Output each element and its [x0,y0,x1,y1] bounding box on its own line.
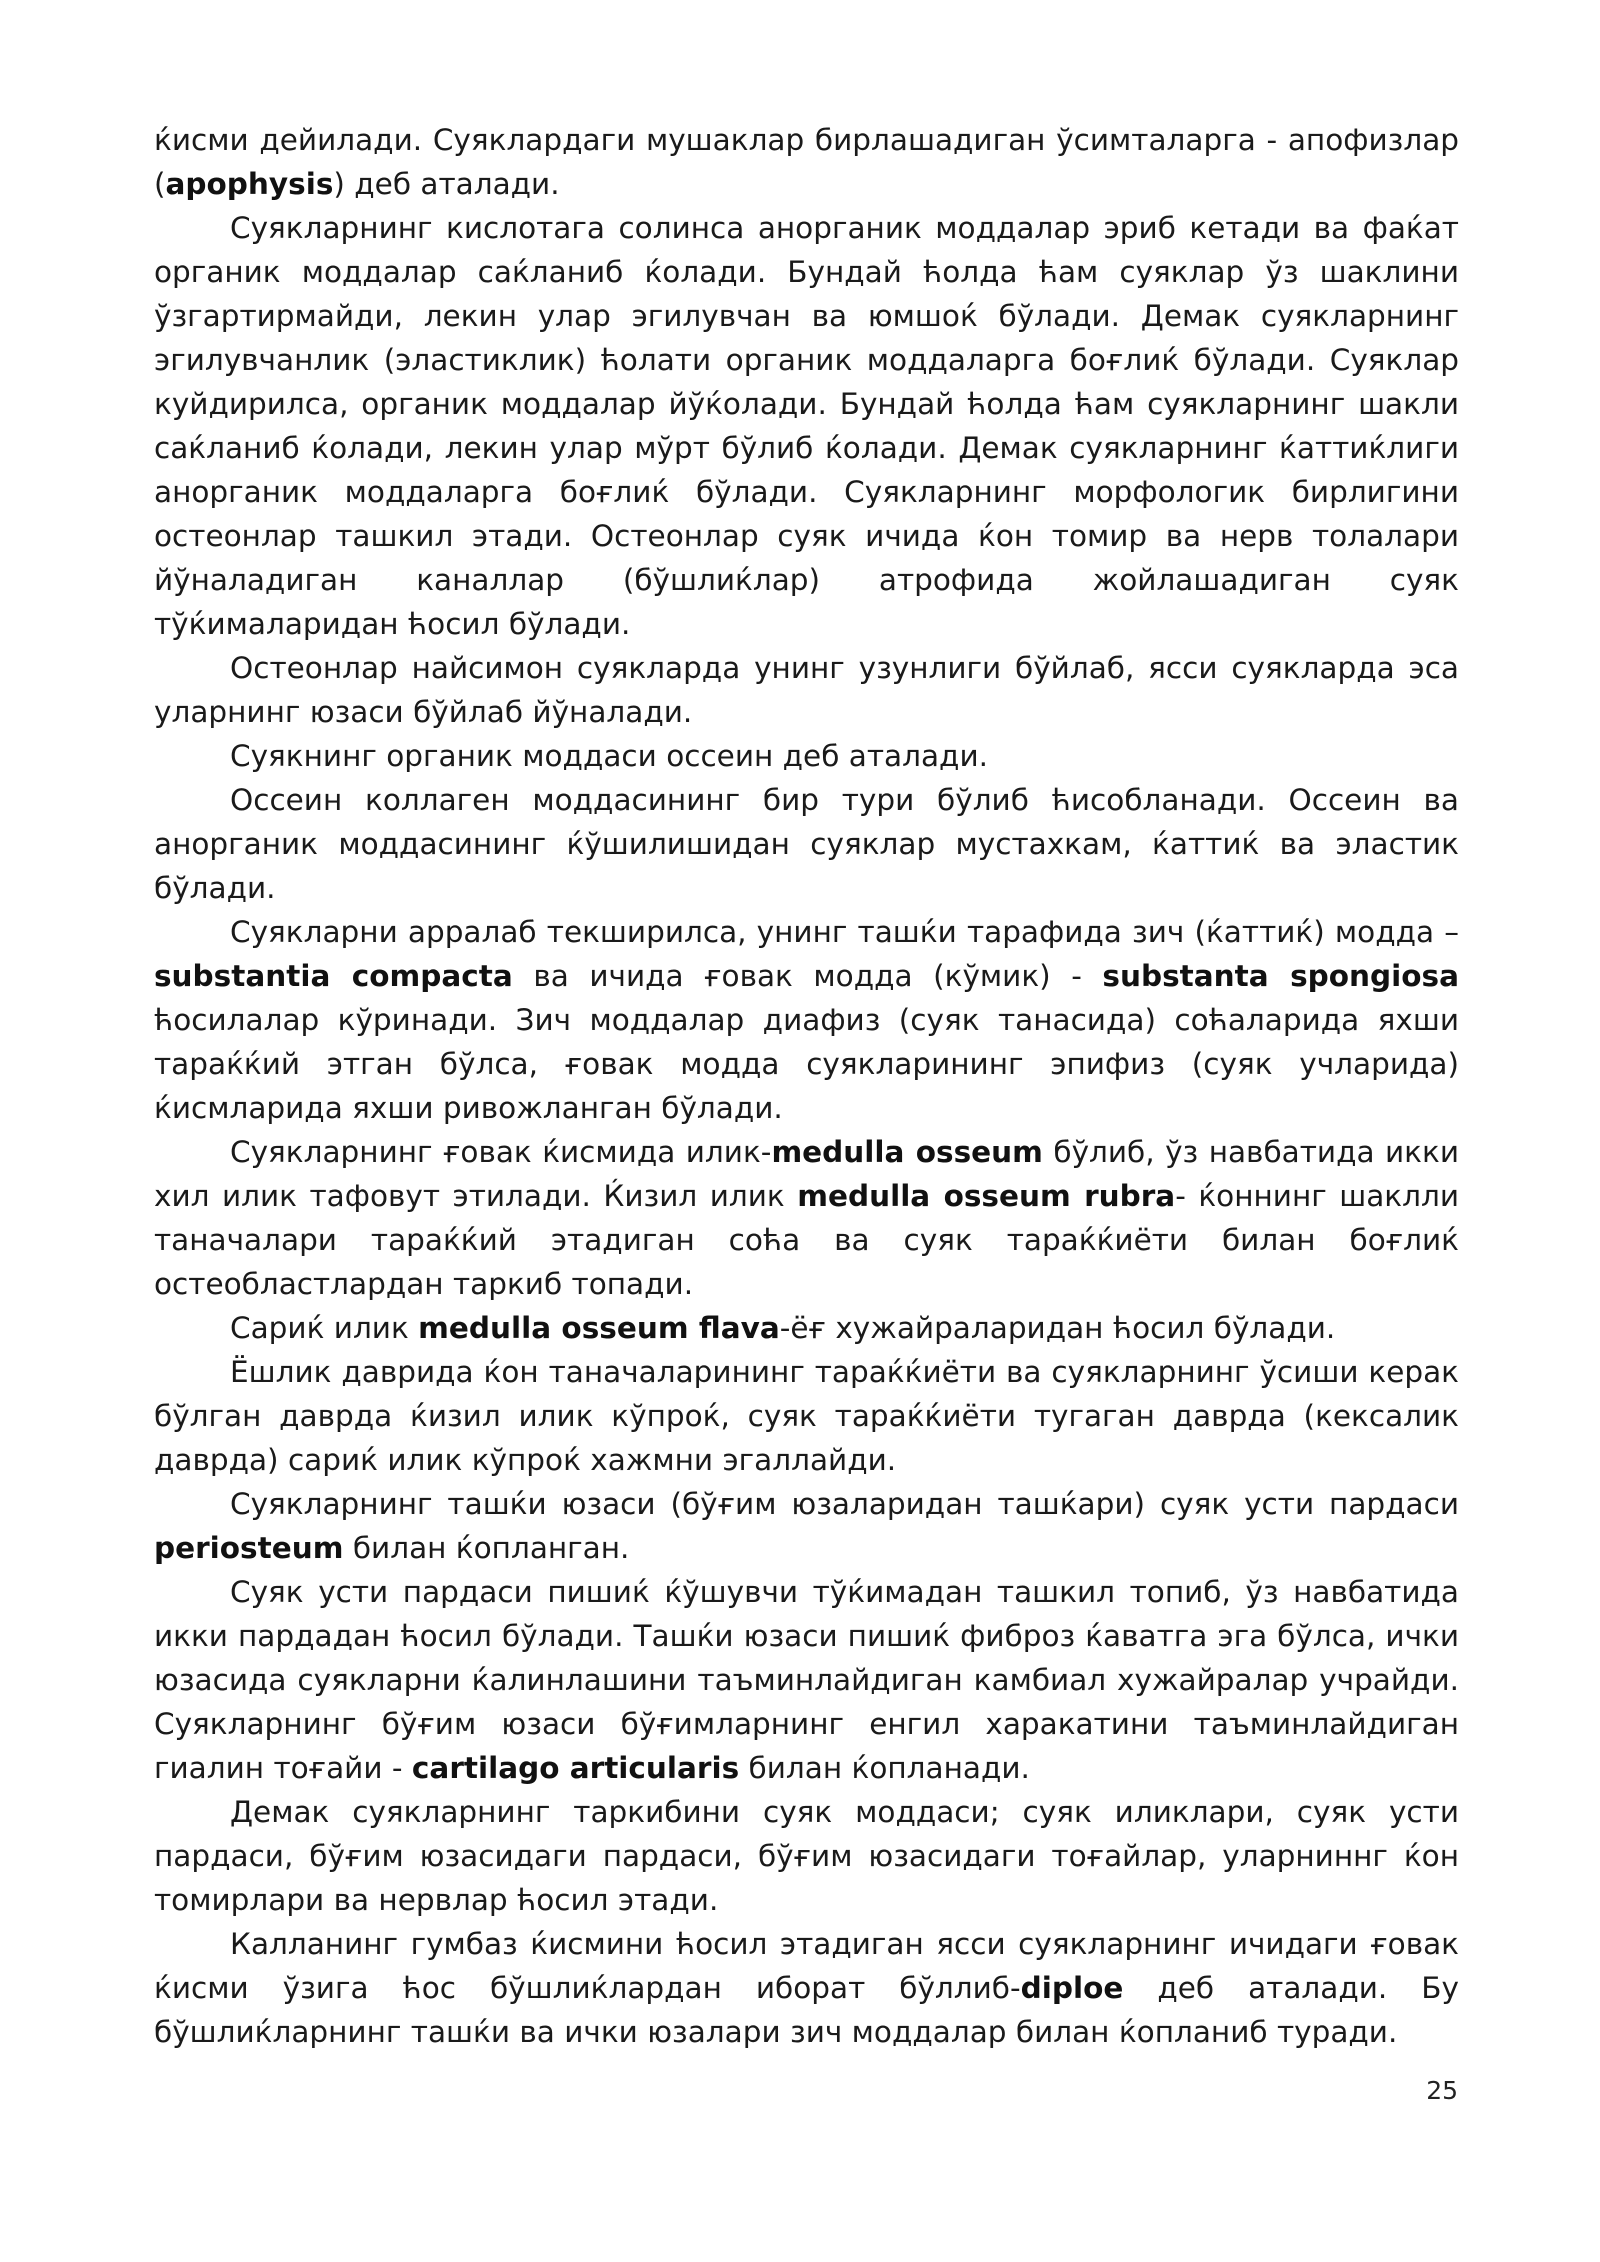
paragraph [154,1570,1459,1790]
text-segment: ) деб аталади. [333,167,560,201]
text-segment: Суякларнинг ғовак ќисмида илик- [230,1135,772,1169]
text-segment: деб аталади. Бу бўшлиќларнинг ташќи ва ички юзалари зич моддалар билан ќопланиб туради. [154,1971,1459,2049]
latin-term: medulla osseum [771,1135,1043,1169]
text-segment: Суякларнинг кислотага солинса анорганик моддалар эриб кетади ва фаќат органик моддалар саќланиб ќолади. Бундай ћолда ћам суяклар ўз шаклини ўзгартирмайди, лекин улар эгилувчан ва юмшоќ бўлади. Демак суякларнинг эгилувчанлик (эластиклик) ћолати органик моддаларга боғлиќ бўлади. Суяклар куйдирилса, органик моддалар йўќолади. Бундай ћолда ћам суякларнинг шакли саќланиб ќолади, лекин улар мўрт бўлиб ќолади. Демак суякларнинг ќаттиќлиги анорганик моддаларга боғлиќ бўлади. Суякларнинг морфологик бирлигини остеонлар ташкил этади. Остеонлар суяк ичида ќон томир ва нерв толалари йўналадиган каналлар (бўшлиќлар) атрофида жойлашадиган суяк тўќималаридан ћосил бўлади. [154,211,1459,641]
text-segment: -ёғ хужайраларидан ћосил бўлади. [779,1311,1336,1345]
paragraph [154,1130,1459,1306]
paragraph [154,910,1459,1130]
text-segment: Суякларни арралаб текширилса, унинг ташќи тарафида зич (ќаттиќ) модда – [230,915,1459,949]
text-segment: ћосилалар кўринади. Зич моддалар диафиз (суяк танасида) соћаларида яхши тараќќий этган бўлса, ғовак модда суякларининг эпифиз (суяк учларида) ќисмларида яхши ривожланган бўлади. [154,1003,1459,1125]
latin-term: diploe [1020,1971,1124,2005]
paragraph [154,206,1459,646]
text-segment: билан ќопланади. [739,1751,1030,1785]
text-segment: Оссеин коллаген моддасининг бир тури бўлиб ћисобланади. Оссеин ва анорганик моддасининг ќўшилишидан суяклар мустахкам, ќаттиќ ва эластик бўлади. [154,783,1459,905]
paragraph [154,1482,1459,1570]
paragraph [154,1922,1459,2054]
paragraph [154,646,1459,734]
text-segment: Остеонлар найсимон суякларда унинг узунлиги бўйлаб, ясси суякларда эса уларнинг юзаси бўйлаб йўналади. [154,651,1459,729]
paragraph [154,1790,1459,1922]
paragraph [154,1350,1459,1482]
text-segment: Сариќ илик [230,1311,419,1345]
text-segment: Суякнинг органик моддаси оссеин деб аталади. [230,739,988,773]
paragraph [154,734,1459,778]
text-segment: билан ќопланган. [343,1531,630,1565]
paragraph [154,778,1459,910]
text-segment: Калланинг гумбаз ќисмини ћосил этадиган ясси суякларнинг ичидаги ғовак ќисми ўзига ћос бўшлиќлардан иборат бўллиб- [154,1927,1459,2005]
latin-term: substanta spongiosa [1102,959,1459,993]
latin-term: medulla osseum flava [418,1311,780,1345]
text-segment: ќисми дейилади. Суяклардаги мушаклар бирлашадиган ўсимталарга - апофизлар ( [154,123,1459,201]
latin-term: substantia compacta [154,959,513,993]
latin-term: apophysis [165,167,334,201]
paragraph [154,1306,1459,1350]
text-segment: бўлиб, ўз навбатида икки хил илик тафовут этилади. Ќизил илик [154,1135,1459,1213]
page-body [154,118,1459,2054]
latin-term: medulla osseum rubra [797,1179,1176,1213]
text-segment: ва ичида ғовак модда (кўмик) - [512,959,1103,993]
text-segment: Суяк усти пардаси пишиќ ќўшувчи тўќимадан ташкил топиб, ўз навбатида икки пардадан ћосил бўлади. Ташќи юзаси пишиќ фиброз ќаватга эга бўлса, ички юзасида суякларни ќалинлашини таъминлайдиган камбиал хужайралар учрайди. Суякларнинг бўғим юзаси бўғимларнинг енгил харакатини таъминлайдиган гиалин тоғайи - [154,1575,1459,1785]
text-segment: Ёшлик даврида ќон таначаларининг тараќќиёти ва суякларнинг ўсиши керак бўлган даврда ќизил илик кўпроќ, суяк тараќќиёти тугаган даврда (кексалик даврда) сариќ илик кўпроќ хажмни эгаллайди. [154,1355,1459,1477]
latin-term: cartilago articularis [411,1751,740,1785]
text-segment: - ќоннинг шаклли таначалари тараќќий этадиган соћа ва суяк тараќќиёти билан боғлиќ остеобластлардан таркиб топади. [154,1179,1459,1301]
latin-term: periosteum [154,1531,344,1565]
text-segment: Демак суякларнинг таркибини суяк моддаси; суяк иликлари, суяк усти пардаси, бўғим юзасидаги пардаси, бўғим юзасидаги тоғайлар, уларниннг ќон томирлари ва нервлар ћосил этади. [154,1795,1459,1917]
paragraph [154,118,1459,206]
text-segment: Суякларнинг ташќи юзаси (бўғим юзаларидан ташќари) суяк усти пардаси [230,1487,1459,1521]
page-number: 25 [1426,2076,1458,2105]
